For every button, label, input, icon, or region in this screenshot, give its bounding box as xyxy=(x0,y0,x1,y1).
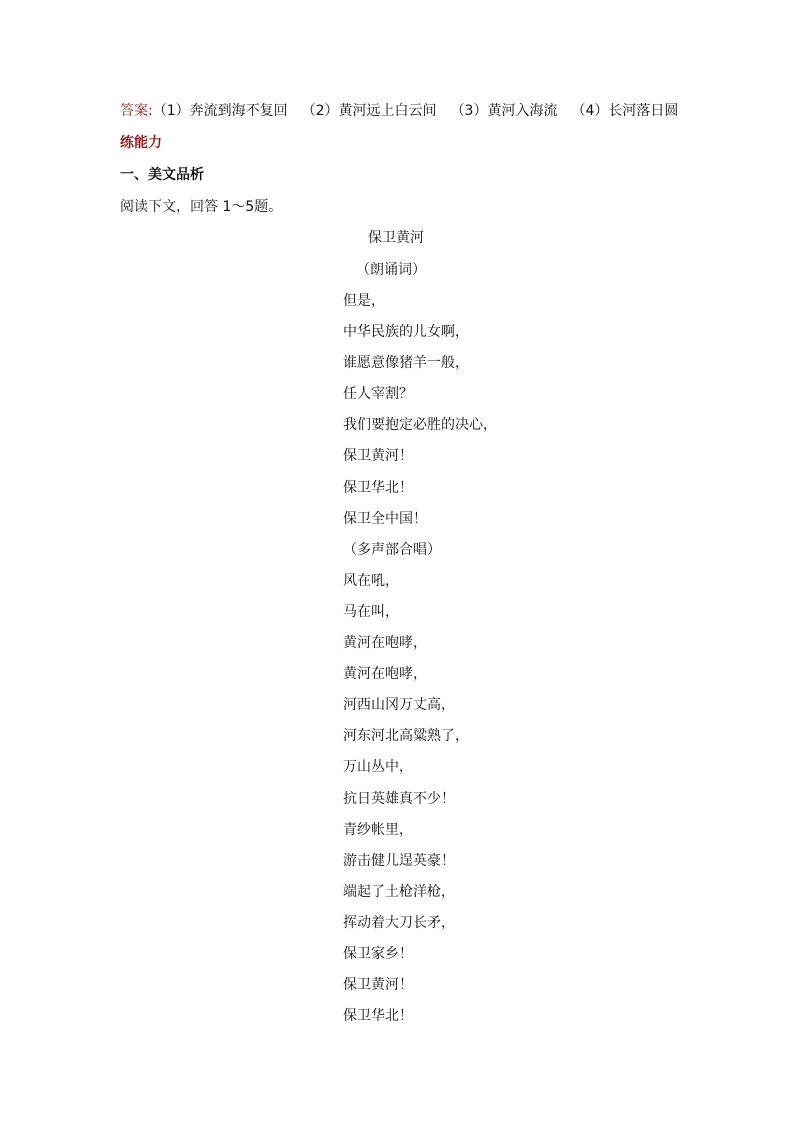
poem-line: 但是， xyxy=(343,293,385,309)
poem-line: 保卫黄河！ xyxy=(343,977,413,994)
poem-line: 保卫黄河！ xyxy=(343,448,413,465)
answer-label: 答案: xyxy=(120,103,153,119)
poem-line: 马在叫， xyxy=(343,603,399,620)
poem-line: 中华民族的儿女啊， xyxy=(343,324,469,341)
answer-line xyxy=(120,102,692,120)
poem-line: 青纱帐里， xyxy=(343,821,413,838)
poem-line: 黄河在咆哮， xyxy=(343,635,427,652)
answer-item: （4）长河落日圆 xyxy=(571,103,679,119)
poem-line: 黄河在咆哮， xyxy=(343,666,427,683)
poem-body xyxy=(343,292,497,1038)
answer-item: （1）奔流到海不复回 xyxy=(152,103,288,119)
poem-line: 端起了土枪洋枪， xyxy=(343,883,455,900)
poem-line: 河东河北高粱熟了， xyxy=(343,728,469,745)
poem-line: 保卫华北！ xyxy=(343,1008,413,1025)
reading-instruction: 阅读下文，回答 1～5题。 xyxy=(120,199,283,215)
poem-line: 风在吼， xyxy=(343,572,399,589)
answer-item: （2）黄河远上白云间 xyxy=(301,103,437,119)
section-heading-practice: 练能力 xyxy=(120,135,162,151)
poem-title: 保卫黄河 xyxy=(368,230,424,246)
poem-line: 挥动着大刀长矛， xyxy=(343,914,455,931)
poem-line: 保卫华北！ xyxy=(343,479,413,496)
poem-line: 谁愿意像猪羊一般， xyxy=(343,355,469,372)
poem-line: 河西山冈万丈高， xyxy=(343,697,455,714)
poem-line: 任人宰割？ xyxy=(343,386,413,403)
poem-subtitle: （朗诵词） xyxy=(356,262,426,278)
poem-line: 我们要抱定必胜的决心， xyxy=(343,417,497,434)
section-heading-reading: 一、美文品析 xyxy=(120,167,204,183)
answer-item: （3）黄河入海流 xyxy=(450,103,558,119)
poem-line: 游击健儿逞英豪！ xyxy=(343,852,455,869)
poem-line: 保卫家乡！ xyxy=(343,945,413,962)
poem-line: （多声部合唱） xyxy=(343,541,441,558)
poem-line: 保卫全中国！ xyxy=(343,510,427,527)
poem-line: 抗日英雄真不少！ xyxy=(343,790,455,807)
poem-line: 万山丛中， xyxy=(343,759,413,776)
